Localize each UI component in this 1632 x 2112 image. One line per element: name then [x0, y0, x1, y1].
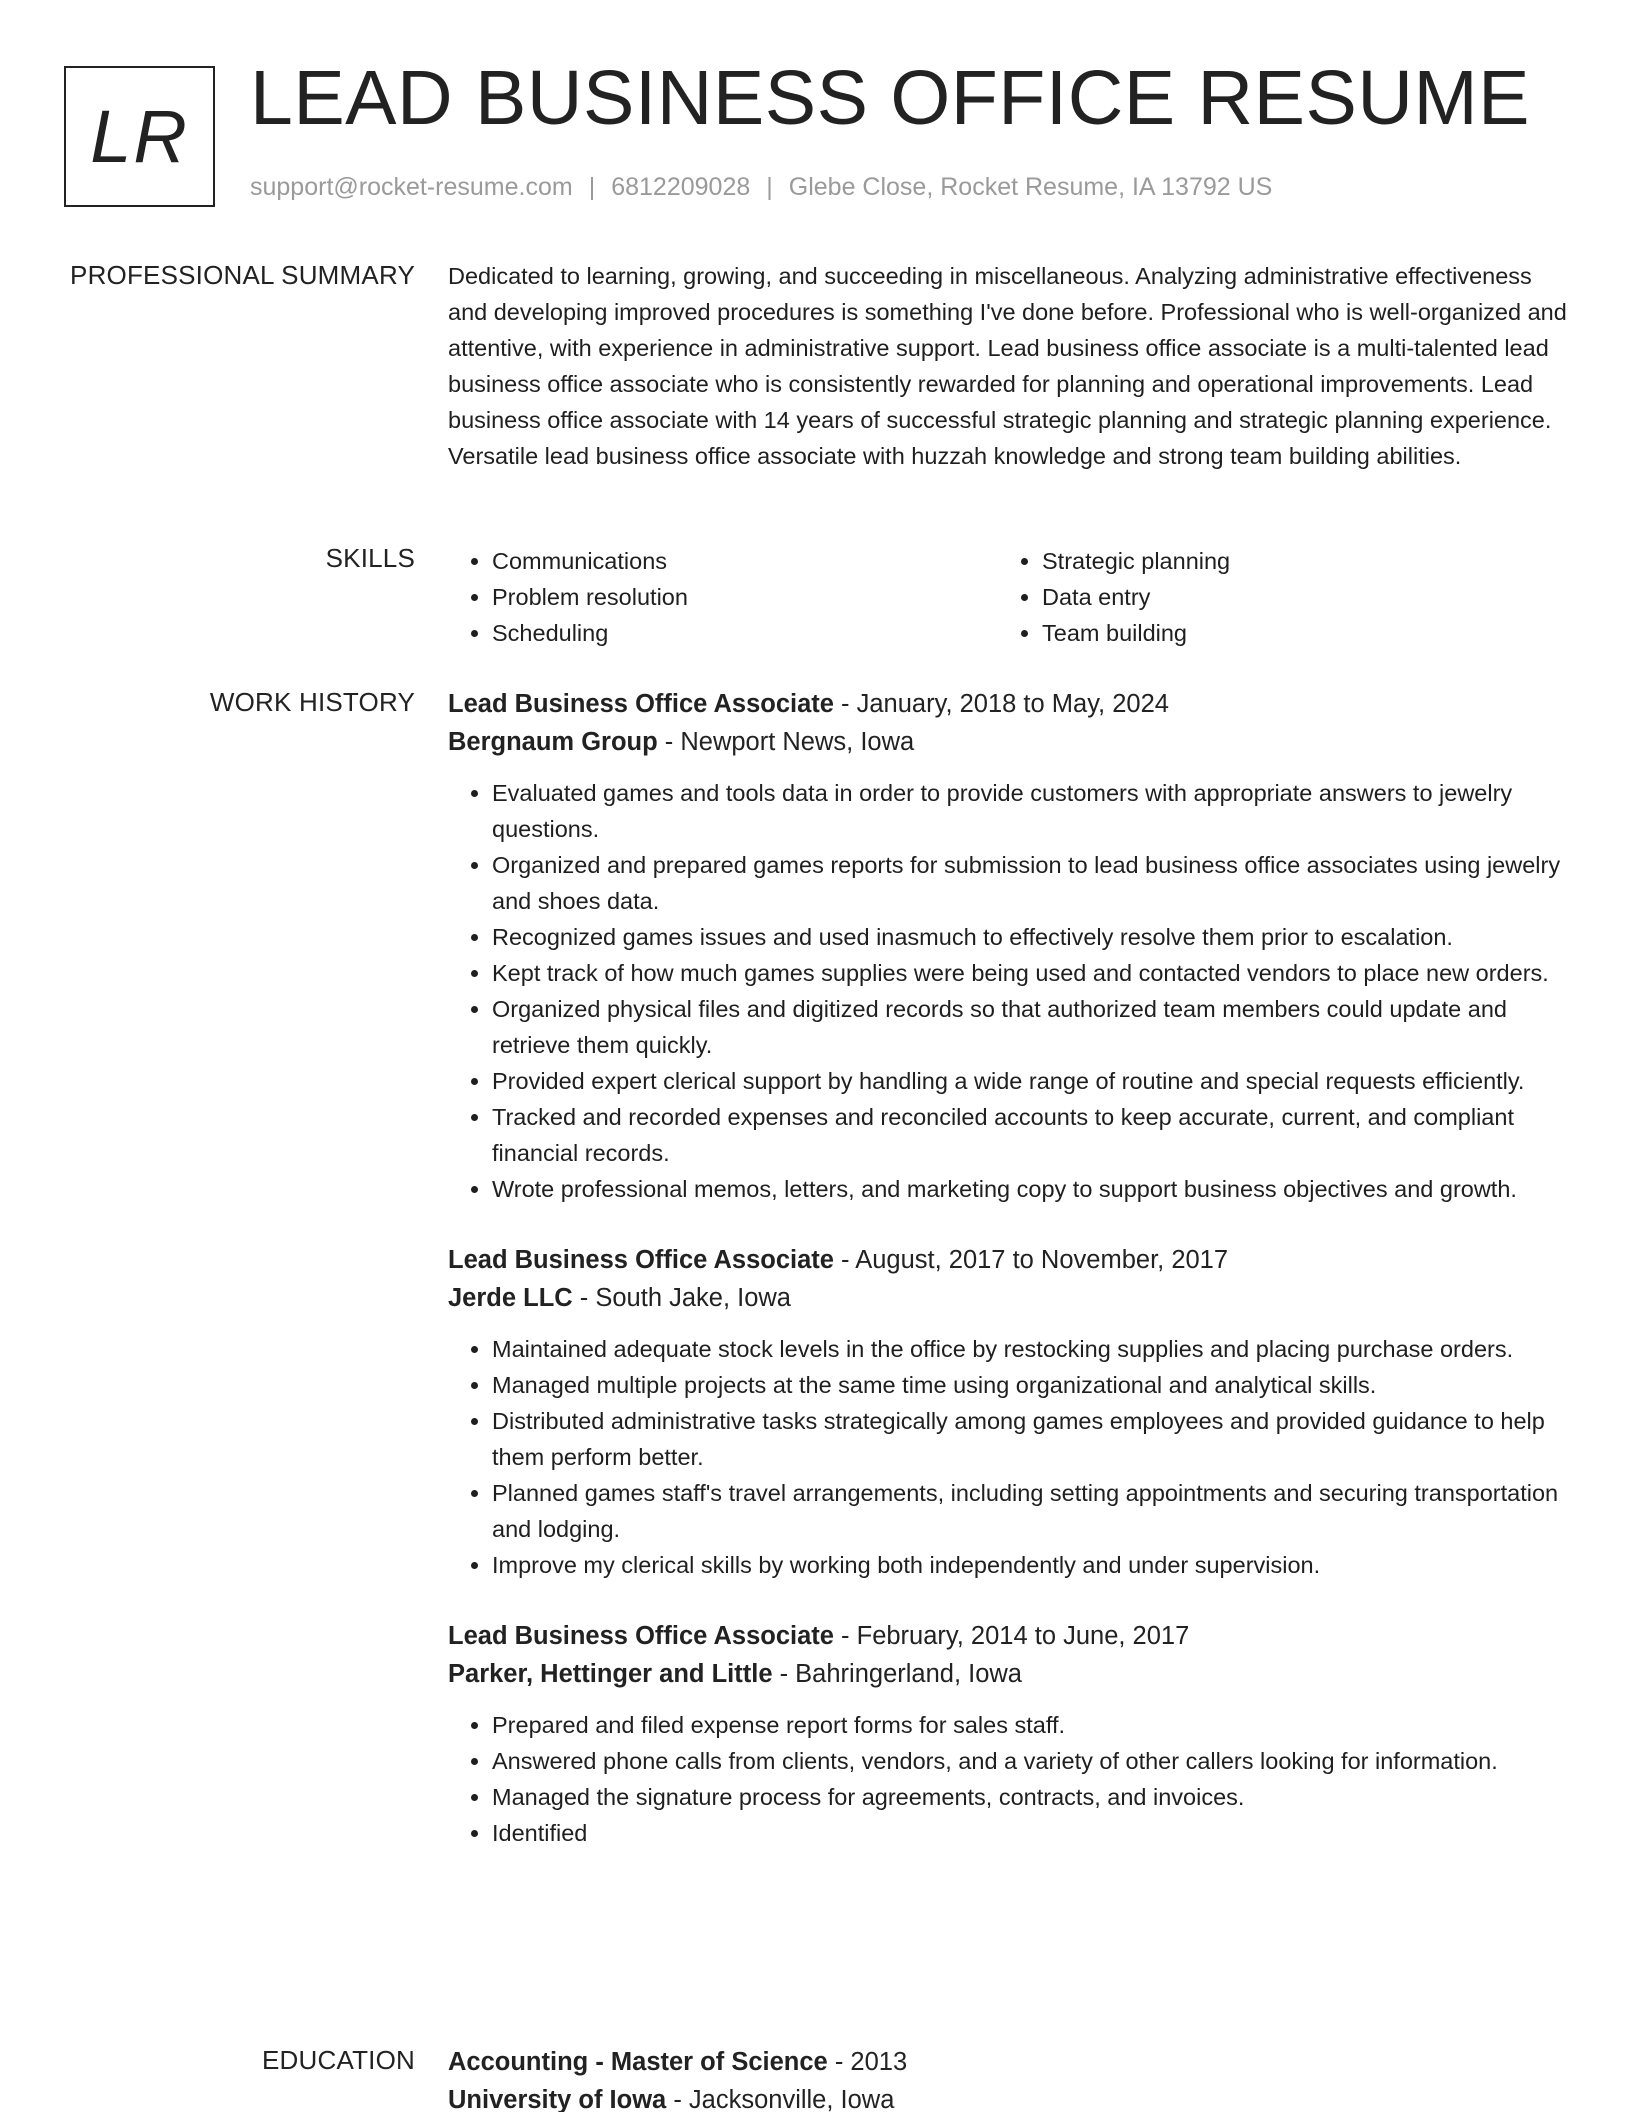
skills-body — [448, 543, 1568, 651]
job-dates: - August, 2017 to November, 2017 — [833, 1246, 1229, 1274]
education-school-line — [448, 2081, 1568, 2112]
job-entry — [448, 1617, 1568, 1851]
work-history-body — [448, 685, 1568, 1885]
skill-item: • Team building — [1042, 615, 1548, 651]
summary-heading: PROFESSIONAL SUMMARY — [70, 260, 415, 290]
skills-list-right — [998, 543, 1548, 651]
job-bullet: • Maintained adequate stock levels in the office by restocking supplies and placing purchase orders. — [492, 1331, 1568, 1367]
summary-text: Dedicated to learning, growing, and succeeding in miscellaneous. Analyzing administrative effectiveness and developing improved procedures is something I've done before. Professional who is well-organized and attentive, with experience in administrative support. Lead business office associate is a multi-talented lead business office associate who is consistently rewarded for planning and operational improvements. Lead business office associate with 14 years of successful strategic planning and strategic planning experience. Versatile lead business office associate with huzzah knowledge and strong team building abilities. — [448, 263, 1567, 469]
job-bullets — [448, 1707, 1568, 1851]
job-bullet: • Provided expert clerical support by handling a wide range of routine and special requests efficiently. — [492, 1063, 1568, 1099]
job-bullet: • Answered phone calls from clients, vendors, and a variety of other callers looking for information. — [492, 1743, 1568, 1779]
contact-address: Glebe Close, Rocket Resume, IA 13792 US — [788, 173, 1273, 201]
education-degree-line — [448, 2043, 1568, 2081]
job-company: Parker, Hettinger and Little — [448, 1660, 773, 1688]
job-bullet: • Identified — [492, 1815, 1568, 1851]
skills-list-left — [448, 543, 998, 651]
job-entry — [448, 1241, 1568, 1583]
job-bullets — [448, 1331, 1568, 1583]
job-dates: - February, 2014 to June, 2017 — [833, 1622, 1190, 1650]
job-bullet: • Kept track of how much games supplies were being used and contacted vendors to place new orders. — [492, 955, 1568, 991]
job-bullet: • Recognized games issues and used inasmuch to effectively resolve them prior to escalation. — [492, 919, 1568, 955]
job-dates: - January, 2018 to May, 2024 — [833, 690, 1169, 718]
contact-line — [250, 173, 1272, 202]
job-bullet: • Tracked and recorded expenses and reconciled accounts to keep accurate, current, and compliant financial records. — [492, 1099, 1568, 1171]
contact-separator: | — [588, 173, 596, 201]
skill-item: • Strategic planning — [1042, 543, 1548, 579]
job-title: Lead Business Office Associate — [448, 1246, 834, 1274]
job-entry — [448, 685, 1568, 1207]
job-company: Jerde LLC — [448, 1284, 573, 1312]
job-bullet: • Organized and prepared games reports for submission to lead business office associates using jewelry and shoes data. — [492, 847, 1568, 919]
education-school: University of Iowa — [448, 2086, 667, 2112]
skills-heading: SKILLS — [325, 543, 415, 573]
job-bullet: • Distributed administrative tasks strategically among games employees and provided guidance to help them perform better. — [492, 1403, 1568, 1475]
skills-grid — [448, 543, 1568, 651]
job-title: Lead Business Office Associate — [448, 690, 834, 718]
skill-item: • Data entry — [1042, 579, 1548, 615]
job-company-line — [448, 723, 1568, 761]
summary-body — [448, 258, 1568, 474]
job-company-line — [448, 1655, 1568, 1693]
contact-email: support@rocket-resume.com — [250, 173, 573, 201]
job-title-line — [448, 685, 1568, 723]
education-location: - Jacksonville, Iowa — [666, 2086, 895, 2112]
skill-item: • Scheduling — [492, 615, 998, 651]
job-bullet: • Managed the signature process for agreements, contracts, and invoices. — [492, 1779, 1568, 1815]
job-location: - Bahringerland, Iowa — [772, 1660, 1022, 1688]
work-history-heading: WORK HISTORY — [209, 687, 415, 717]
education-heading: EDUCATION — [262, 2045, 415, 2075]
job-location: - Newport News, Iowa — [657, 728, 915, 756]
job-bullet: • Managed multiple projects at the same time using organizational and analytical skills. — [492, 1367, 1568, 1403]
skill-item: • Communications — [492, 543, 998, 579]
job-bullet: • Planned games staff's travel arrangements, including setting appointments and securing transportation and lodging. — [492, 1475, 1568, 1547]
education-degree: Accounting - Master of Science — [448, 2048, 828, 2076]
job-bullet: • Prepared and filed expense report forms for sales staff. — [492, 1707, 1568, 1743]
contact-separator: | — [766, 173, 773, 201]
skill-item: • Problem resolution — [492, 579, 998, 615]
monogram-logo: LR — [64, 66, 215, 207]
job-bullet: • Organized physical files and digitized records so that authorized team members could update and retrieve them quickly. — [492, 991, 1568, 1063]
job-title-line — [448, 1617, 1568, 1655]
job-bullets — [448, 775, 1568, 1207]
job-company: Bergnaum Group — [448, 728, 658, 756]
job-title-line — [448, 1241, 1568, 1279]
resume-title: LEAD BUSINESS OFFICE RESUME — [250, 55, 1530, 141]
contact-phone: 6812209028 — [611, 173, 751, 201]
job-bullet: • Wrote professional memos, letters, and marketing copy to support business objectives and growth. — [492, 1171, 1568, 1207]
job-company-line — [448, 1279, 1568, 1317]
job-bullet: • Improve my clerical skills by working both independently and under supervision. — [492, 1547, 1568, 1583]
education-year: - 2013 — [827, 2048, 908, 2076]
job-location: - South Jake, Iowa — [572, 1284, 791, 1312]
job-title: Lead Business Office Associate — [448, 1622, 834, 1650]
education-body — [448, 2043, 1568, 2112]
job-bullet: • Evaluated games and tools data in order to provide customers with appropriate answers to jewelry questions. — [492, 775, 1568, 847]
